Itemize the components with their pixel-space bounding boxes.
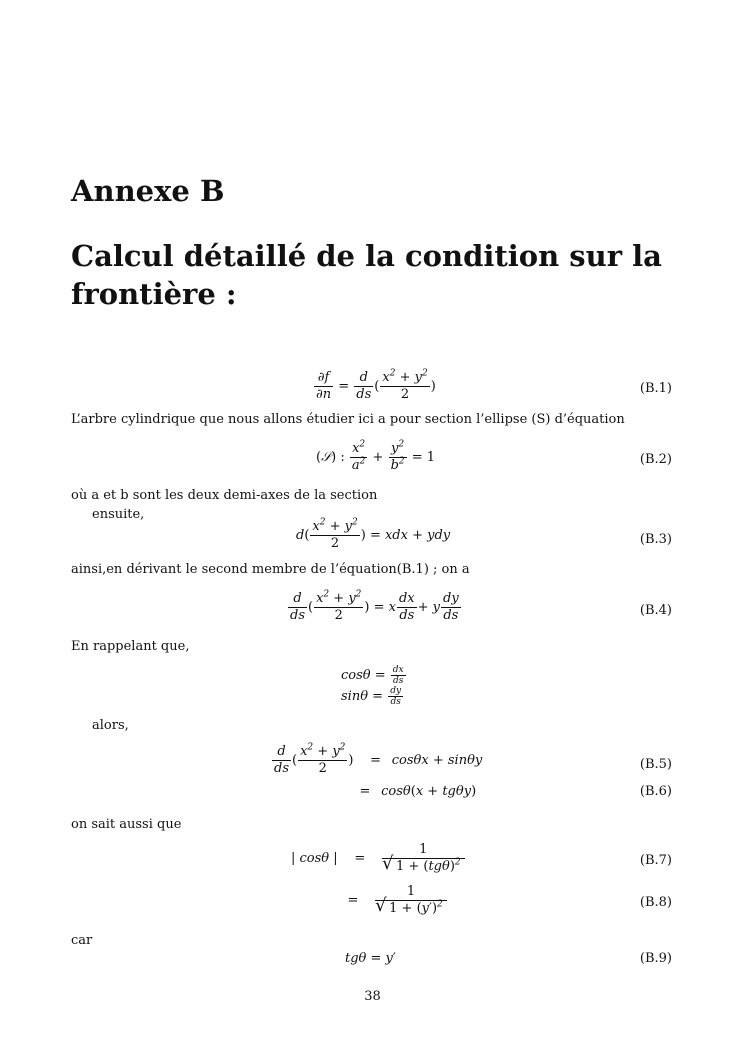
- equation-b8: = 1 √ $1 + (y')^2$: [341, 884, 448, 917]
- equation-number-b5: (B.5): [639, 757, 672, 772]
- paragraph-on-sait: on sait aussi que: [71, 817, 182, 832]
- equation-b2: (𝒮) : $\frac{x^2}{a^2}$ + $\frac{y^2}{b^2}$ = 1: [316, 439, 436, 473]
- paragraph-alors: alors,: [92, 718, 129, 733]
- annex-heading: Annexe B: [71, 174, 225, 208]
- equation-sin-definition: sinθ = $\frac{dy}{ds}$: [341, 686, 402, 707]
- page-number: 38: [364, 989, 381, 1004]
- equation-cos-definition: cosθ = $\frac{dx}{ds}$: [341, 665, 404, 686]
- equation-b7: | cosθ | = 1 √ $1 + (tg\theta)^2$: [291, 842, 466, 875]
- paragraph-car: car: [71, 933, 93, 948]
- equation-number-b8: (B.8): [639, 895, 672, 910]
- section-title: Calcul détaillé de la condition sur la frontière :: [71, 239, 662, 311]
- equation-number-b4: (B.4): [639, 603, 672, 618]
- equation-b9: tgθ = y′: [345, 951, 396, 966]
- equation-number-b7: (B.7): [639, 853, 672, 868]
- equation-b6: = cosθ(x + tgθy): [359, 784, 477, 799]
- equation-number-b1: (B.1): [639, 381, 672, 396]
- paragraph-derivation: ainsi,en dérivant le second membre de l’équation(B.1) ; on a: [71, 562, 470, 577]
- equation-number-b9: (B.9): [639, 951, 672, 966]
- paragraph-ensuite: ensuite,: [92, 507, 145, 522]
- equation-b3: d( $\frac{x^2 + y^2}{2}$ ) = xdx + ydy: [296, 517, 451, 551]
- equation-number-b2: (B.2): [639, 452, 672, 467]
- paragraph-rappel: En rappelant que,: [71, 639, 190, 654]
- paragraph-semi-axes: où a et b sont les deux demi-axes de la section: [71, 488, 378, 503]
- equation-b1: $\frac{\partial f}{\partial n}$ = $\frac{d}{ds}$ ( $\frac{x^2 + y^2}{2}$ ): [316, 368, 436, 402]
- equation-b5: $\frac{d}{ds}$ ( $\frac{x^2 + y^2}{2}$ ) = cosθx + sinθy: [274, 742, 483, 776]
- equation-number-b6: (B.6): [639, 784, 672, 799]
- equation-number-b3: (B.3): [639, 532, 672, 547]
- equation-b4: $\frac{d}{ds}$ ( $\frac{x^2 + y^2}{2}$ ) = x $\frac{dx}{ds}$ + y $\frac{dy}{ds}$: [290, 589, 459, 623]
- paragraph-ellipse: L’arbre cylindrique que nous allons étudier ici a pour section l’ellipse (S) d’équation: [71, 412, 625, 427]
